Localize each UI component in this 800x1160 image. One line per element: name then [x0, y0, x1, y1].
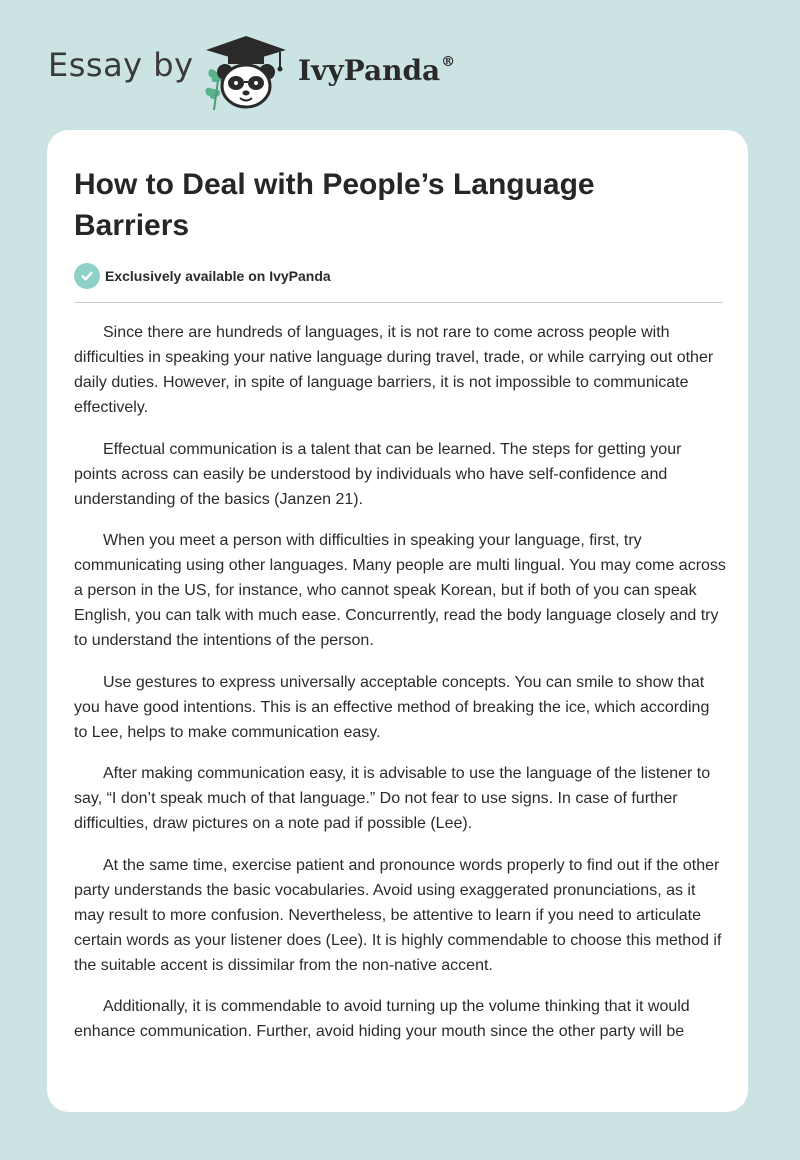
exclusive-badge-label: Exclusively available on IvyPanda — [105, 268, 331, 284]
paragraph: Since there are hundreds of languages, it is not rare to come across people with difficulties in speaking your native language during travel, trade, or while carrying out other daily duties. However, in spite of language barriers, it is not impossible to communicate effectively. — [74, 324, 714, 416]
paragraph: Use gestures to express universally acceptable concepts. You can smile to show that you have good intentions. This is an effective method of breaking the ice, which according to Lee, helps to make communication easy. — [74, 673, 710, 741]
essay-by-label: Essay by — [48, 46, 194, 84]
paragraph: When you meet a person with difficulties in speaking your language, first, try communicating using other languages. Many people are multi lingual. You may come across a person in the US, for instance, who cannot speak Korean, but if both of you can speak English, you can talk with much ease. Concurrently, read the body language closely and try to understand the intentions of the person. — [74, 532, 726, 649]
essay-title: How to Deal with People’s Language Barriers — [74, 168, 595, 242]
divider — [74, 302, 723, 303]
check-icon — [74, 263, 100, 289]
registered-mark: ® — [441, 53, 456, 70]
paragraph: After making communication easy, it is advisable to use the language of the listener to say, “I don’t speak much of that language.” Do not fear to use signs. In case of further difficulties, draw pictures on a note pad if possible (Lee). — [74, 765, 711, 832]
brand-name[interactable] — [298, 54, 455, 87]
paragraph: Additionally, it is commendable to avoid turning up the volume thinking that it would enhance communication. Further, avoid hiding your mouth since the other party will be — [74, 998, 690, 1040]
essay-body — [74, 320, 726, 1061]
panda-graduate-icon[interactable] — [200, 32, 292, 112]
site-header — [0, 0, 800, 120]
paragraph: At the same time, exercise patient and pronounce words properly to find out if the other party understands the basic vocabularies. Avoid using exaggerated pronunciations, as it may result to more confusion. Nevertheless, be attentive to learn if you need to articulate certain words as your listener does (Lee). It is highly commendable to choose this method if the suitable accent is dissimilar from the non-native accent. — [74, 856, 722, 974]
exclusive-badge — [74, 263, 331, 289]
brand-name-text: IvyPanda — [298, 54, 441, 87]
essay-card — [47, 130, 748, 1112]
paragraph: Effectual communication is a talent that can be learned. The steps for getting your points across can easily be understood by individuals who have self-confidence and understanding of the basics (Janzen 21). — [74, 440, 682, 508]
